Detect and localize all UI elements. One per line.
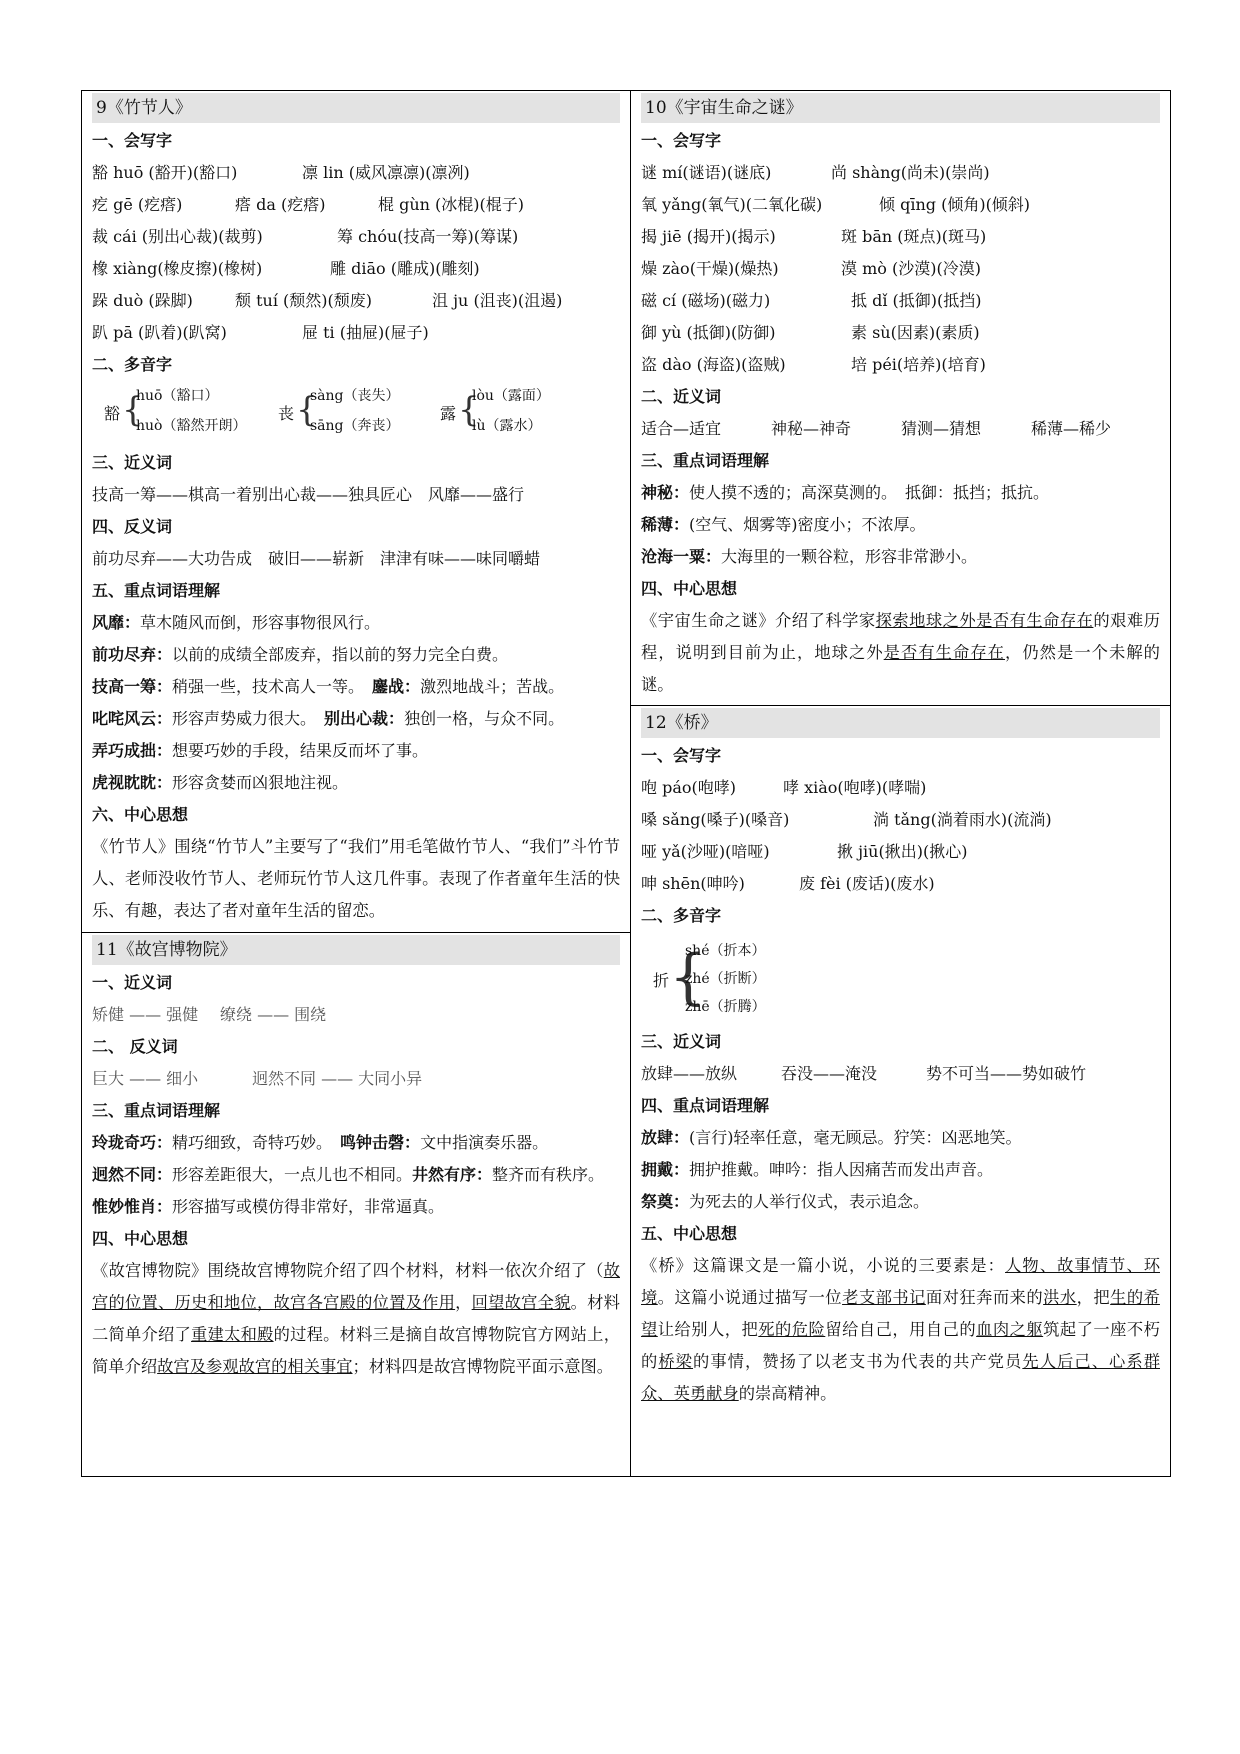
synonym-line: 矫健 —— 强健 缭绕 —— 围绕 [92, 1005, 327, 1024]
poly-reading: lòu（露面） [472, 388, 550, 404]
lesson12-heading-terms: 四、重点词语理解 [641, 1096, 770, 1115]
term-line: 技高一筹：稍强一些，技术高人一等。 鏖战：激烈地战斗；苦战。 [92, 677, 565, 696]
term-line: 拥戴：拥护推戴。呻吟：指人因痛苦而发出声音。 [641, 1160, 994, 1179]
write-row: 趴 pā (趴着)(趴窝) 屉 ti (抽屉)(屉子) [92, 323, 429, 342]
term-line: 虎视眈眈：形容贪婪而凶狠地注视。 [92, 773, 349, 792]
center-idea: 《桥》这篇课文是一篇小说，小说的三要素是：人物、故事情节、环境。这篇小说通过描写一位老支部书记面对狂奔而来的洪水，把生的希望让给别人，把死的危险留给自己，用自己的血肉之躯筑起了一座不朽的桥梁的事情，赞扬了以老支书为代表的共产党员先人后己、心系群众、英勇献身的崇高精神。 [641, 1256, 1160, 1403]
write-row: 磁 cí (磁场)(磁力) 抵 dǐ (抵御)(抵挡) [641, 291, 982, 310]
lesson12-heading-center: 五、中心思想 [641, 1224, 738, 1243]
lesson12-cell [631, 706, 1170, 1410]
lesson9-heading-center: 六、中心思想 [92, 805, 189, 824]
lesson9-heading-write: 一、会写字 [92, 131, 173, 150]
write-row: 哑 yǎ(沙哑)(喑哑) 揪 jiū(揪出)(揪心) [641, 842, 968, 861]
lesson9-heading-terms: 五、重点词语理解 [92, 581, 221, 600]
lesson9-heading-poly: 二、多音字 [92, 355, 173, 374]
brace-icon: { [669, 942, 708, 1012]
brace-icon: { [458, 390, 480, 430]
write-row: 谜 mí(谜语)(谜底) 尚 shàng(尚未)(崇尚) [641, 163, 990, 182]
poly-char: 丧 [278, 404, 295, 423]
term-line: 玲珑奇巧：精巧细致，奇特巧妙。 鸣钟击磬：文中指演奏乐器。 [92, 1133, 549, 1152]
polyphone-group [641, 932, 1160, 1026]
write-row: 嗓 sǎng(嗓子)(嗓音) 淌 tǎng(淌着雨水)(流淌) [641, 810, 1052, 829]
poly-char: 折 [653, 971, 670, 990]
term-line: 放肆：(言行)轻率任意，毫无顾忌。狞笑：凶恶地笑。 [641, 1128, 1022, 1147]
poly-char: 露 [440, 404, 457, 423]
lesson10-heading-syn: 二、近义词 [641, 387, 722, 406]
synonym-line: 适合—适宜 神秘—神奇 猜测—猜想 稀薄—稀少 [641, 419, 1112, 438]
term-line: 惟妙惟肖：形容描写或模仿得非常好，非常逼真。 [92, 1197, 445, 1216]
poly-reading: lù（露水） [472, 418, 542, 434]
center-idea: 《竹节人》围绕“竹节人”主要写了“我们”用毛笔做竹节人、“我们”斗竹节人、老师没收竹节人、老师玩竹节人这几件事。表现了作者童年生活的快乐、有趣，表达了者对童年生活的留恋。 [92, 837, 620, 920]
center-idea: 《宇宙生命之谜》介绍了科学家探索地球之外是否有生命存在的艰难历程，说明到目前为止，地球之外是否有生命存在，仍然是一个未解的谜。 [641, 611, 1160, 694]
write-row: 呻 shēn(呻吟) 废 fèi (废话)(废水) [641, 874, 935, 893]
lesson12-heading-write: 一、会写字 [641, 746, 722, 765]
brace-icon: { [296, 390, 318, 430]
lesson9-heading-ant: 四、反义词 [92, 517, 173, 536]
lesson12-heading-syn: 三、近义词 [641, 1032, 722, 1051]
write-row: 御 yù (抵御)(防御) 素 sù(因素)(素质) [641, 323, 980, 342]
term-line: 沧海一粟：大海里的一颗谷粒，形容非常渺小。 [641, 547, 978, 566]
lesson12-title: 12《桥》 [641, 708, 1160, 738]
synonym-line: 技高一筹——棋高一着别出心裁——独具匠心 风靡——盛行 [92, 485, 525, 504]
write-row: 燥 zào(干燥)(燥热) 漠 mò (沙漠)(冷漠) [641, 259, 981, 278]
lesson10-heading-center: 四、中心思想 [641, 579, 738, 598]
write-row: 裁 cái (别出心裁)(裁剪) 筹 chóu(技高一筹)(筹谋) [92, 227, 519, 246]
write-row: 咆 páo(咆哮) 哮 xiào(咆哮)(哮喘) [641, 778, 927, 797]
write-row: 疙 gē (疙瘩) 瘩 da (疙瘩) 棍 gùn (冰棍)(棍子) [92, 195, 524, 214]
write-row: 跺 duò (跺脚) 颓 tuí (颓然)(颓废) 沮 ju (沮丧)(沮遏) [92, 291, 563, 310]
antonym-line: 前功尽弃——大功告成 破旧——崭新 津津有味——味同嚼蜡 [92, 549, 541, 568]
poly-reading: zhē（折腾） [685, 999, 766, 1015]
term-line: 弄巧成拙：想要巧妙的手段，结果反而坏了事。 [92, 741, 429, 760]
lesson9-heading-syn: 三、近义词 [92, 453, 173, 472]
write-row: 揭 jiē (揭开)(揭示) 斑 bān (斑点)(斑马) [641, 227, 987, 246]
lesson10-cell [631, 91, 1170, 701]
term-line: 神秘：使人摸不透的；高深莫测的。 抵御：抵挡；抵抗。 [641, 483, 1050, 502]
lesson10-title: 10《宇宙生命之谜》 [641, 93, 1160, 123]
term-line: 迥然不同：形容差距很大，一点儿也不相同。井然有序：整齐而有秩序。 [92, 1165, 605, 1184]
lesson12-heading-poly: 二、多音字 [641, 906, 722, 925]
term-line: 祭奠：为死去的人举行仪式，表示追念。 [641, 1192, 930, 1211]
poly-reading: shé（折本） [685, 943, 766, 959]
lesson10-heading-terms: 三、重点词语理解 [641, 451, 770, 470]
lesson11-heading-center: 四、中心思想 [92, 1229, 189, 1248]
write-row: 橡 xiàng(橡皮擦)(橡树) 雕 diāo (雕成)(雕刻) [92, 259, 480, 278]
poly-reading: huō（豁口） [136, 388, 219, 404]
term-line: 叱咤风云：形容声势威力很大。 别出心裁：独创一格，与众不同。 [92, 709, 565, 728]
poly-reading: huò（豁然开朗） [136, 418, 247, 434]
lesson11-heading-syn: 一、近义词 [92, 973, 173, 992]
lesson11-heading-terms: 三、重点词语理解 [92, 1101, 221, 1120]
term-line: 风靡：草木随风而倒，形容事物很风行。 [92, 613, 381, 632]
term-line: 稀薄：(空气、烟雾等)密度小；不浓厚。 [641, 515, 926, 534]
poly-reading: sàng（丧失） [310, 388, 400, 404]
lesson11-heading-ant: 二、 反义词 [92, 1037, 178, 1056]
term-line: 前功尽弃：以前的成绩全部废弃，指以前的努力完全白费。 [92, 645, 509, 664]
synonym-line: 放肆——放纵 吞没——淹没 势不可当——势如破竹 [641, 1064, 1087, 1083]
polyphone-group [92, 381, 620, 447]
write-row: 氧 yǎng(氧气)(二氧化碳) 倾 qīng (倾角)(倾斜) [641, 195, 1031, 214]
worksheet-table [81, 90, 1171, 1477]
write-row: 豁 huō (豁开)(豁口) 凛 lin (威风凛凛)(凛冽) [92, 163, 470, 182]
brace-icon: { [122, 390, 144, 430]
poly-char: 豁 [104, 404, 121, 423]
lesson9-cell [82, 91, 630, 927]
center-idea: 《故宫博物院》围绕故宫博物院介绍了四个材料，材料一依次介绍了（故宫的位置、历史和地位，故宫各宫殿的位置及作用，回望故宫全貌。材料二简单介绍了重建太和殿的过程。材料三是摘自故宫博物院官方网站上，简单介绍故宫及参观故宫的相关事宜；材料四是故宫博物院平面示意图。 [92, 1261, 620, 1376]
poly-reading: sāng（奔丧） [310, 418, 400, 434]
lesson10-heading-write: 一、会写字 [641, 131, 722, 150]
lesson11-title: 11《故宫博物院》 [92, 935, 620, 965]
lesson11-cell [82, 933, 630, 1383]
poly-reading: zhé（折断） [685, 971, 766, 987]
antonym-line: 巨大 —— 细小 迥然不同 —— 大同小异 [92, 1069, 423, 1088]
write-row: 盗 dào (海盗)(盗贼) 培 péi(培养)(培育) [641, 355, 986, 374]
lesson9-title: 9《竹节人》 [92, 93, 620, 123]
